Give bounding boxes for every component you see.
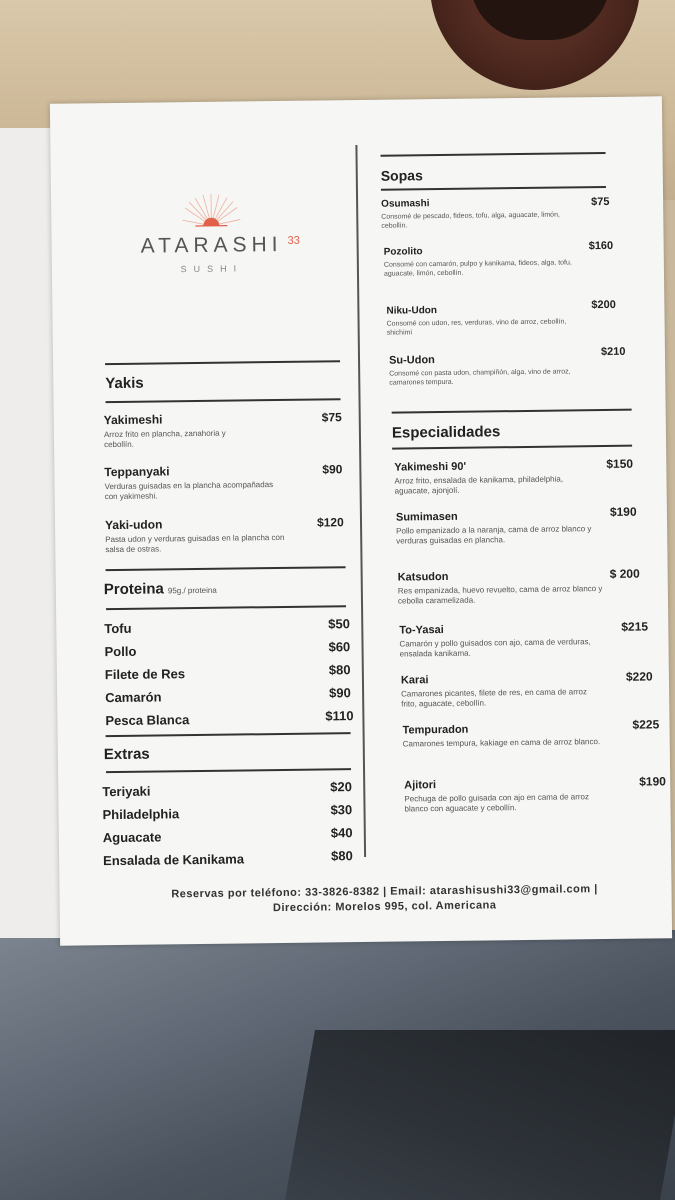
menu-item xyxy=(399,619,649,660)
item-price: $210 xyxy=(600,345,626,359)
item-price: $225 xyxy=(632,717,660,732)
protein-name: Tofu xyxy=(104,620,132,637)
section-title-proteina xyxy=(104,580,217,598)
item-description: Pasta udon y verduras guisadas en la plancha con salsa de ostras. xyxy=(105,532,285,555)
extra-name: Ensalada de Kanikama xyxy=(103,851,245,869)
extra-name: Teriyaki xyxy=(102,783,151,800)
item-name: Teppanyaki xyxy=(104,464,170,480)
menu-item xyxy=(394,456,639,497)
menu-item xyxy=(381,196,616,231)
item-price: $150 xyxy=(606,456,634,471)
divider-rule xyxy=(106,732,351,737)
item-description: Consomé con camarón, pulpo y kanikama, fideos, alga, tofu, aguacate, limón, cebollín. xyxy=(383,259,572,278)
item-description: Consomé con pasta udon, champiñón, alga, vino de arroz, camarones tempura. xyxy=(389,368,571,387)
divider-rule xyxy=(392,445,632,450)
item-price: $160 xyxy=(588,239,614,253)
item-price: $75 xyxy=(321,410,342,425)
brand-subtitle: SUSHI xyxy=(180,263,244,275)
divider-rule xyxy=(105,360,340,365)
item-description: Camarones picantes, filete de res, en cama de arroz frito, aguacate, cebollín. xyxy=(401,687,588,709)
item-price: $200 xyxy=(591,298,616,312)
item-description: Res empanizada, huevo revuelto, cama de arroz blanco y cebolla caramelizada. xyxy=(397,584,603,606)
menu-item xyxy=(104,410,344,450)
item-price: $90 xyxy=(322,462,343,477)
divider-rule xyxy=(392,409,632,414)
item-name: Sumimasen xyxy=(395,510,458,524)
item-price: $215 xyxy=(621,619,649,634)
menu-item xyxy=(105,515,345,555)
item-name: Ajitori xyxy=(404,779,437,792)
item-description: Pollo empanizado a la naranja, cama de arroz blanco y verduras guisadas en plancha. xyxy=(396,524,592,546)
item-name: Su-Udon xyxy=(388,354,435,367)
section-title-extras: Extras xyxy=(103,745,150,764)
item-description: Camarón y pollo guisados con ajo, cama de verduras, ensalada kanikama. xyxy=(399,637,591,659)
divider-rule xyxy=(106,566,346,571)
item-price: $190 xyxy=(639,774,666,789)
menu-item xyxy=(104,462,344,502)
item-description: Pechuga de pollo guisada con ajo en cama de arroz blanco con aguacate y cebollín. xyxy=(404,792,590,814)
divider-rule xyxy=(106,768,351,773)
menu-item xyxy=(395,504,641,547)
menu-page xyxy=(50,96,672,945)
menu-item xyxy=(383,239,619,279)
divider-rule xyxy=(106,605,346,610)
section-title-text: Proteina xyxy=(103,580,164,599)
item-name: Katsudon xyxy=(397,570,449,584)
extra-name: Aguacate xyxy=(102,829,162,846)
portion-note: 95g./ proteina xyxy=(167,585,217,596)
item-name: Yakimeshi 90' xyxy=(394,460,467,474)
item-name: Osumashi xyxy=(381,198,430,210)
brand-number: 33 xyxy=(287,234,300,247)
protein-price: $90 xyxy=(329,685,351,701)
item-description: Consomé con udon, res, verduras, vino de arroz, cebollín, shichimi xyxy=(386,318,567,337)
brand-name: ATARASHI xyxy=(140,232,283,258)
item-description: Arroz frito, ensalada de kanikama, philadelphia, aguacate, ajonjolí. xyxy=(394,474,564,496)
divider-rule xyxy=(381,152,606,157)
item-price: $75 xyxy=(591,195,610,209)
item-name: Niku-Udon xyxy=(386,305,438,317)
divider-rule xyxy=(106,398,341,403)
protein-name: Pesca Blanca xyxy=(105,712,190,729)
menu-item xyxy=(397,566,643,607)
item-description: Camarones tempura, kakiage en cama de arroz blanco. xyxy=(402,737,601,749)
protein-price: $50 xyxy=(328,616,351,632)
address-line: Dirección: Morelos 995, col. Americana xyxy=(272,899,497,915)
item-price: $120 xyxy=(316,515,344,530)
protein-price: $110 xyxy=(325,708,354,724)
extra-price: $40 xyxy=(330,825,353,841)
protein-name: Filete de Res xyxy=(104,666,186,683)
item-price: $190 xyxy=(609,504,637,519)
extra-name: Philadelphia xyxy=(102,806,180,823)
section-title-especialidades: Especialidades xyxy=(391,423,501,442)
item-description: Verduras guisadas en la plancha acompañadas con yakimeshi. xyxy=(104,480,274,502)
protein-name: Pollo xyxy=(104,643,137,660)
protein-name: Camarón xyxy=(105,689,162,706)
menu-item xyxy=(386,298,621,338)
item-name: Tempuradon xyxy=(402,723,469,737)
dark-clothing xyxy=(285,1030,675,1200)
item-description: Consomé de pescado, fideos, tofu, alga, aguacate, limón, cebollín. xyxy=(381,211,560,230)
item-name: To-Yasai xyxy=(399,623,444,637)
extra-price: $30 xyxy=(330,802,353,818)
section-title-sopas: Sopas xyxy=(380,167,423,184)
item-name: Yaki-udon xyxy=(104,517,163,533)
contact-footer xyxy=(114,881,654,918)
column-divider xyxy=(355,145,366,857)
item-price: $220 xyxy=(625,669,653,684)
item-name: Pozolito xyxy=(383,246,423,258)
rising-sun-icon xyxy=(181,191,241,232)
restaurant-logo xyxy=(111,191,312,283)
menu-item xyxy=(404,774,666,814)
menu-item xyxy=(402,717,660,750)
item-name: Yakimeshi xyxy=(103,412,163,428)
item-price: $ 200 xyxy=(609,566,640,581)
protein-price: $80 xyxy=(328,662,351,678)
protein-price: $60 xyxy=(328,639,351,655)
section-title-yakis: Yakis xyxy=(105,374,144,393)
extra-price: $80 xyxy=(330,848,353,864)
item-description: Arroz frito en plancha, zanahoria y cebollín. xyxy=(103,428,226,450)
menu-item xyxy=(400,669,653,710)
divider-rule xyxy=(381,186,606,191)
item-name: Karai xyxy=(400,674,429,687)
reservation-contact: Reservas por teléfono: 33-3826-8382 | Email: atarashisushi33@gmail.com | xyxy=(171,883,598,901)
extra-price: $20 xyxy=(330,779,353,795)
menu-item xyxy=(388,345,626,388)
